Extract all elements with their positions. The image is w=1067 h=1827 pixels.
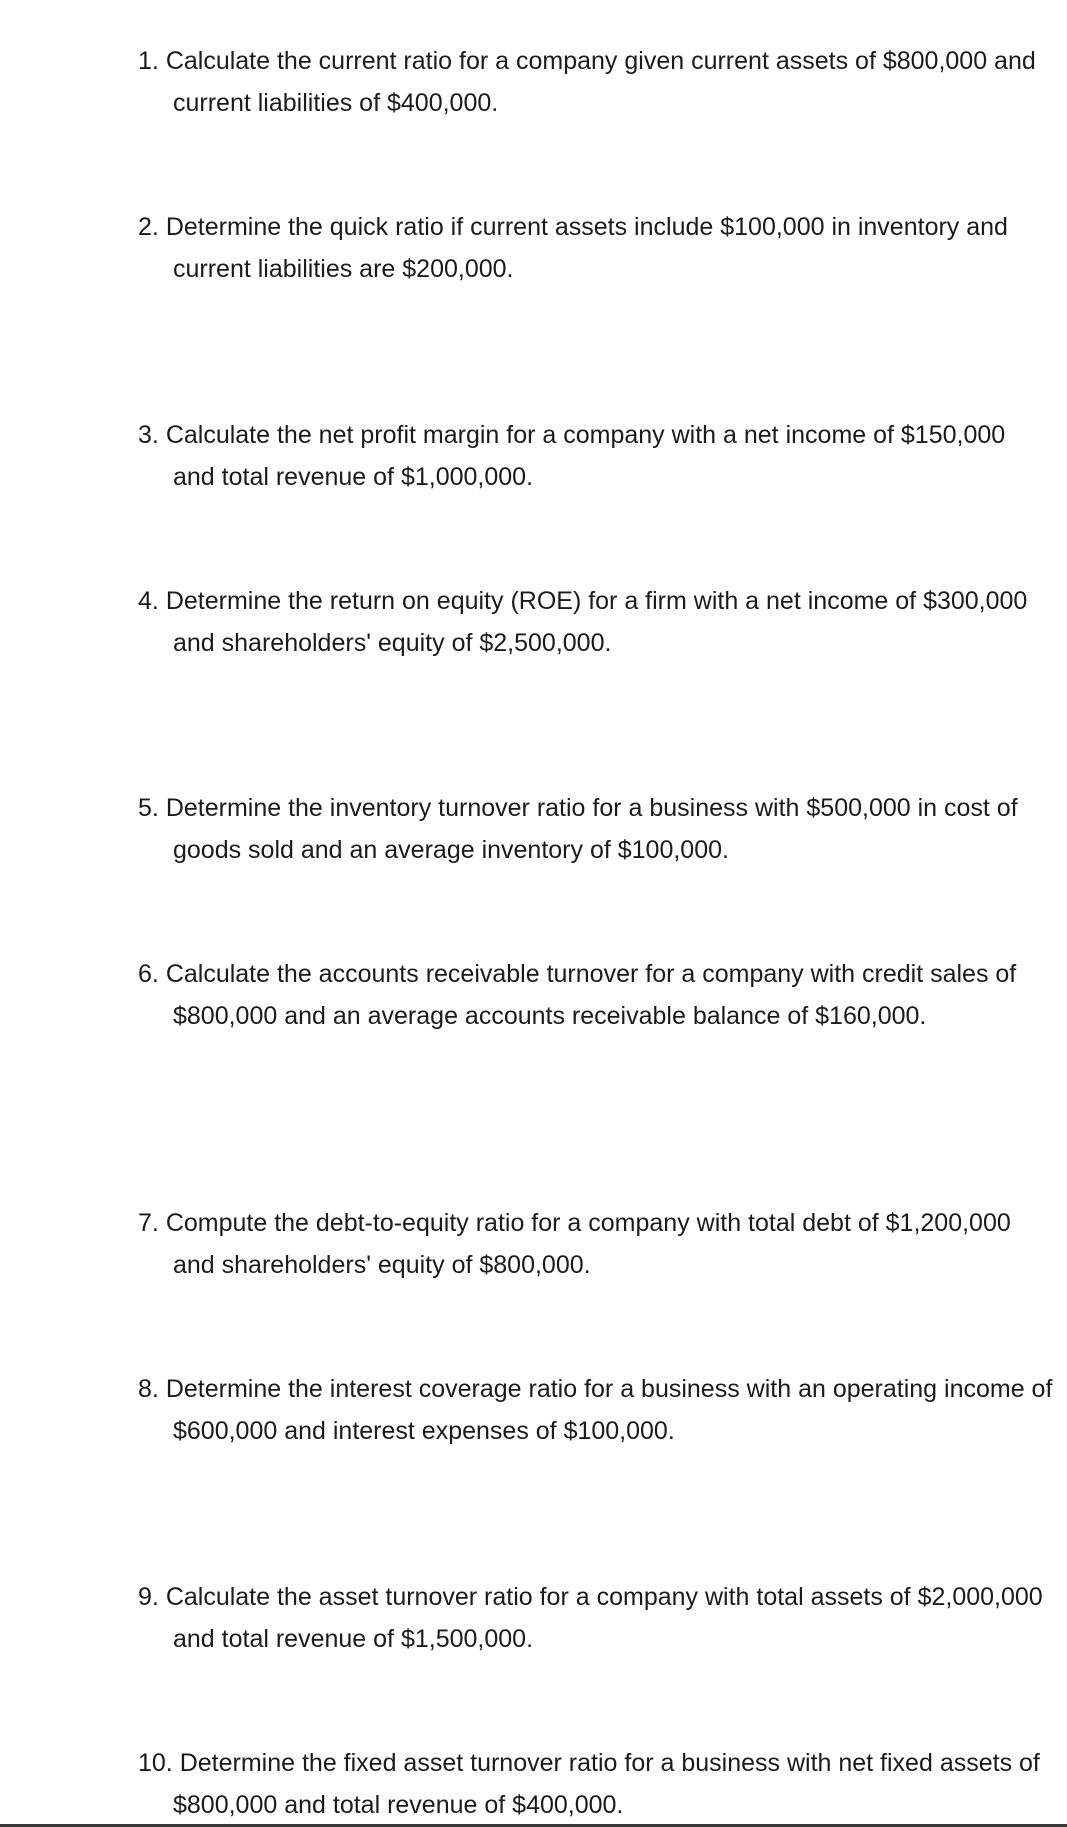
- question-text: Compute the debt-to-equity ratio for a company with total debt of $1,200,000 and shareholders' equity of $800,000.: [165, 1209, 1011, 1279]
- question-text: Determine the fixed asset turnover ratio for a business with net fixed assets of $800,000 and total revenue of $400,000.: [173, 1749, 1040, 1819]
- question-text: Calculate the current ratio for a company given current assets of $800,000 and current liabilities of $400,000.: [165, 47, 1036, 117]
- question-number: 1.: [138, 47, 159, 75]
- question-10: [138, 1742, 1053, 1826]
- question-6: [138, 953, 1053, 1037]
- question-text: Calculate the accounts receivable turnover for a company with credit sales of $800,000 and an average accounts receivable balance of $160,000.: [165, 960, 1017, 1030]
- question-number: 6.: [138, 960, 159, 988]
- question-text: Determine the return on equity (ROE) for a firm with a net income of $300,000 and shareholders' equity of $2,500,000.: [165, 587, 1028, 657]
- question-number: 2.: [138, 213, 159, 241]
- question-text: Calculate the asset turnover ratio for a company with total assets of $2,000,000 and total revenue of $1,500,000.: [165, 1583, 1043, 1653]
- question-text: Determine the quick ratio if current assets include $100,000 in inventory and current liabilities are $200,000.: [165, 213, 1008, 283]
- question-3: [138, 414, 1053, 498]
- question-9: [138, 1576, 1053, 1660]
- question-1: [138, 40, 1053, 124]
- question-text: Determine the inventory turnover ratio for a business with $500,000 in cost of goods sold and an average inventory of $100,000.: [165, 794, 1018, 864]
- question-number: 9.: [138, 1583, 159, 1611]
- question-number: 5.: [138, 794, 159, 822]
- question-2: [138, 206, 1053, 290]
- question-text: Calculate the net profit margin for a company with a net income of $150,000 and total revenue of $1,000,000.: [165, 421, 1006, 491]
- question-8: [138, 1368, 1053, 1452]
- question-number: 7.: [138, 1209, 159, 1237]
- question-text: Determine the interest coverage ratio for a business with an operating income of $600,000 and interest expenses of $100,000.: [165, 1375, 1053, 1445]
- question-4: [138, 580, 1053, 664]
- question-number: 10.: [138, 1749, 173, 1777]
- question-number: 4.: [138, 587, 159, 615]
- question-5: [138, 787, 1053, 871]
- question-number: 8.: [138, 1375, 159, 1403]
- question-number: 3.: [138, 421, 159, 449]
- question-7: [138, 1202, 1053, 1286]
